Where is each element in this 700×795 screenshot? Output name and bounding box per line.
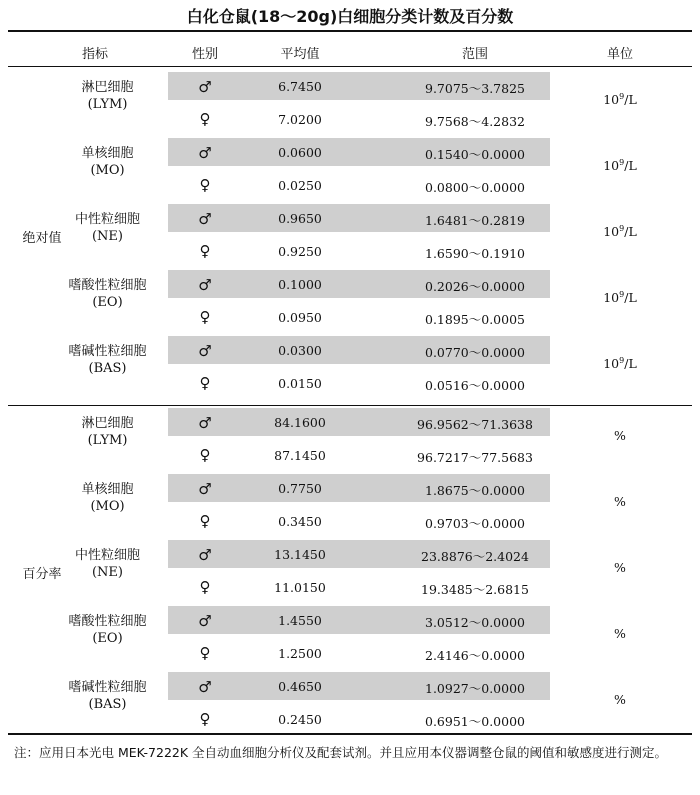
- unit-value: [585, 692, 655, 707]
- top-rule: [8, 30, 692, 32]
- female-mean: 87.1450: [274, 448, 326, 463]
- female-mean: 0.2450: [278, 712, 322, 727]
- female-range: 9.7568～4.2832: [425, 114, 525, 129]
- female-range: 19.3485～2.6815: [421, 582, 529, 597]
- unit-base: 10: [603, 356, 620, 372]
- female-range: 96.7217～77.5683: [417, 450, 533, 465]
- group-divider: [8, 405, 692, 406]
- male-mean: 13.1450: [274, 547, 326, 562]
- unit-exponent: 9: [619, 290, 625, 299]
- unit-base: 10: [603, 224, 620, 240]
- unit-value: [585, 158, 655, 173]
- sex-female-symbol: ♀: [199, 308, 211, 326]
- sex-female-symbol: ♀: [199, 110, 211, 128]
- unit-value: [585, 626, 655, 641]
- male-range: 1.0927～0.0000: [425, 681, 525, 696]
- male-mean: 84.1600: [274, 415, 326, 430]
- unit-suffix: /L: [624, 92, 637, 108]
- sex-female-symbol: ♀: [199, 446, 211, 464]
- unit-base: %: [614, 692, 626, 707]
- indicator-abbr: (MO): [90, 163, 125, 178]
- male-range: 1.6481～0.2819: [425, 213, 525, 228]
- female-mean: 1.2500: [278, 646, 322, 661]
- indicator-abbr: (EO): [92, 631, 123, 646]
- sex-female-symbol: ♀: [199, 176, 211, 194]
- female-mean: 0.0950: [278, 310, 322, 325]
- indicator-abbr: (LYM): [87, 433, 128, 448]
- indicator-abbr: (EO): [92, 295, 123, 310]
- indicator-abbr: (BAS): [88, 361, 127, 376]
- male-range: 0.0770～0.0000: [425, 345, 525, 360]
- sex-male-symbol: ♂: [198, 678, 212, 696]
- indicator-label: [50, 277, 165, 311]
- unit-base: %: [614, 560, 626, 575]
- male-mean: 0.0300: [278, 343, 322, 358]
- unit-value: [585, 290, 655, 305]
- sex-male-symbol: ♂: [198, 612, 212, 630]
- female-range: 1.6590～0.1910: [425, 246, 525, 261]
- unit-base: 10: [603, 290, 620, 306]
- female-range: 0.6951～0.0000: [425, 714, 525, 729]
- header-indicator: 指标: [81, 47, 108, 62]
- male-range: 9.7075～3.7825: [425, 81, 525, 96]
- sex-male-symbol: ♂: [198, 546, 212, 564]
- sex-male-symbol: ♂: [198, 414, 212, 432]
- indicator-name: 单核细胞: [81, 482, 134, 497]
- unit-suffix: /L: [624, 290, 637, 306]
- male-mean: 0.4650: [278, 679, 322, 694]
- female-range: 0.0800～0.0000: [425, 180, 525, 195]
- male-mean: 0.0600: [278, 145, 322, 160]
- unit-value: [585, 224, 655, 239]
- sex-male-symbol: ♂: [198, 276, 212, 294]
- sex-male-symbol: ♂: [198, 210, 212, 228]
- sex-male-symbol: ♂: [198, 78, 212, 96]
- unit-exponent: 9: [619, 92, 625, 101]
- unit-exponent: 9: [619, 224, 625, 233]
- female-mean: 0.0150: [278, 376, 322, 391]
- sex-female-symbol: ♀: [199, 242, 211, 260]
- unit-value: [585, 494, 655, 509]
- female-range: 0.0516～0.0000: [425, 378, 525, 393]
- unit-value: [585, 356, 655, 371]
- female-mean: 0.9250: [278, 244, 322, 259]
- unit-base: 10: [603, 92, 620, 108]
- male-range: 0.2026～0.0000: [425, 279, 525, 294]
- indicator-abbr: (NE): [91, 565, 123, 580]
- indicator-abbr: (MO): [90, 499, 125, 514]
- indicator-label: [50, 145, 165, 179]
- unit-exponent: 9: [619, 356, 625, 365]
- sex-female-symbol: ♀: [199, 710, 211, 728]
- female-mean: 0.3450: [278, 514, 322, 529]
- bottom-rule: [8, 733, 692, 735]
- indicator-abbr: (LYM): [87, 97, 128, 112]
- unit-base: %: [614, 626, 626, 641]
- indicator-label: [50, 481, 165, 515]
- indicator-name: 嗜酸性粒细胞: [68, 614, 147, 629]
- indicator-name: 淋巴细胞: [81, 416, 134, 431]
- sex-female-symbol: ♀: [199, 374, 211, 392]
- indicator-label: [50, 679, 165, 713]
- female-mean: 11.0150: [274, 580, 326, 595]
- female-range: 2.4146～0.0000: [425, 648, 525, 663]
- sex-male-symbol: ♂: [198, 480, 212, 498]
- male-mean: 1.4550: [278, 613, 322, 628]
- female-range: 0.9703～0.0000: [425, 516, 525, 531]
- indicator-abbr: (NE): [91, 229, 123, 244]
- sex-female-symbol: ♀: [199, 578, 211, 596]
- unit-base: %: [614, 428, 626, 443]
- sex-male-symbol: ♂: [198, 144, 212, 162]
- unit-value: [585, 92, 655, 107]
- indicator-name: 单核细胞: [81, 146, 134, 161]
- female-mean: 7.0200: [278, 112, 322, 127]
- unit-suffix: /L: [624, 356, 637, 372]
- footnote: 注：应用日本光电 MEK-7222K 全自动血细胞分析仪及配套试剂。并且应用本仪器调整仓鼠的阈值和敏感度进行测定。: [14, 745, 668, 760]
- unit-value: [585, 428, 655, 443]
- indicator-name: 嗜碱性粒细胞: [68, 680, 147, 695]
- unit-base: 10: [603, 158, 620, 174]
- group-label: 绝对值: [22, 231, 62, 246]
- female-mean: 0.0250: [278, 178, 322, 193]
- indicator-name: 中性粒细胞: [74, 548, 140, 563]
- table-title: 白化仓鼠(18～20g)白细胞分类计数及百分数: [186, 7, 514, 26]
- header-range: 范围: [461, 47, 488, 62]
- indicator-label: [50, 613, 165, 647]
- indicator-name: 淋巴细胞: [81, 80, 134, 95]
- sex-female-symbol: ♀: [199, 644, 211, 662]
- male-mean: 0.9650: [278, 211, 322, 226]
- indicator-label: [50, 343, 165, 377]
- unit-suffix: /L: [624, 224, 637, 240]
- unit-value: [585, 560, 655, 575]
- unit-exponent: 9: [619, 158, 625, 167]
- header-mean: 平均值: [280, 47, 320, 62]
- indicator-label: [50, 415, 165, 449]
- header-rule: [8, 66, 692, 67]
- header-unit: 单位: [606, 47, 633, 62]
- female-range: 0.1895～0.0005: [425, 312, 525, 327]
- male-range: 0.1540～0.0000: [425, 147, 525, 162]
- unit-base: %: [614, 494, 626, 509]
- male-range: 1.8675～0.0000: [425, 483, 525, 498]
- male-range: 23.8876～2.4024: [421, 549, 529, 564]
- male-mean: 0.7750: [278, 481, 322, 496]
- header-sex: 性别: [191, 47, 218, 62]
- indicator-name: 中性粒细胞: [74, 212, 140, 227]
- group-label: 百分率: [22, 567, 62, 582]
- indicator-label: [50, 79, 165, 113]
- sex-female-symbol: ♀: [199, 512, 211, 530]
- male-range: 3.0512～0.0000: [425, 615, 525, 630]
- indicator-name: 嗜酸性粒细胞: [68, 278, 147, 293]
- unit-suffix: /L: [624, 158, 637, 174]
- indicator-name: 嗜碱性粒细胞: [68, 344, 147, 359]
- male-range: 96.9562～71.3638: [417, 417, 533, 432]
- sex-male-symbol: ♂: [198, 342, 212, 360]
- indicator-abbr: (BAS): [88, 697, 127, 712]
- male-mean: 0.1000: [278, 277, 322, 292]
- male-mean: 6.7450: [278, 79, 322, 94]
